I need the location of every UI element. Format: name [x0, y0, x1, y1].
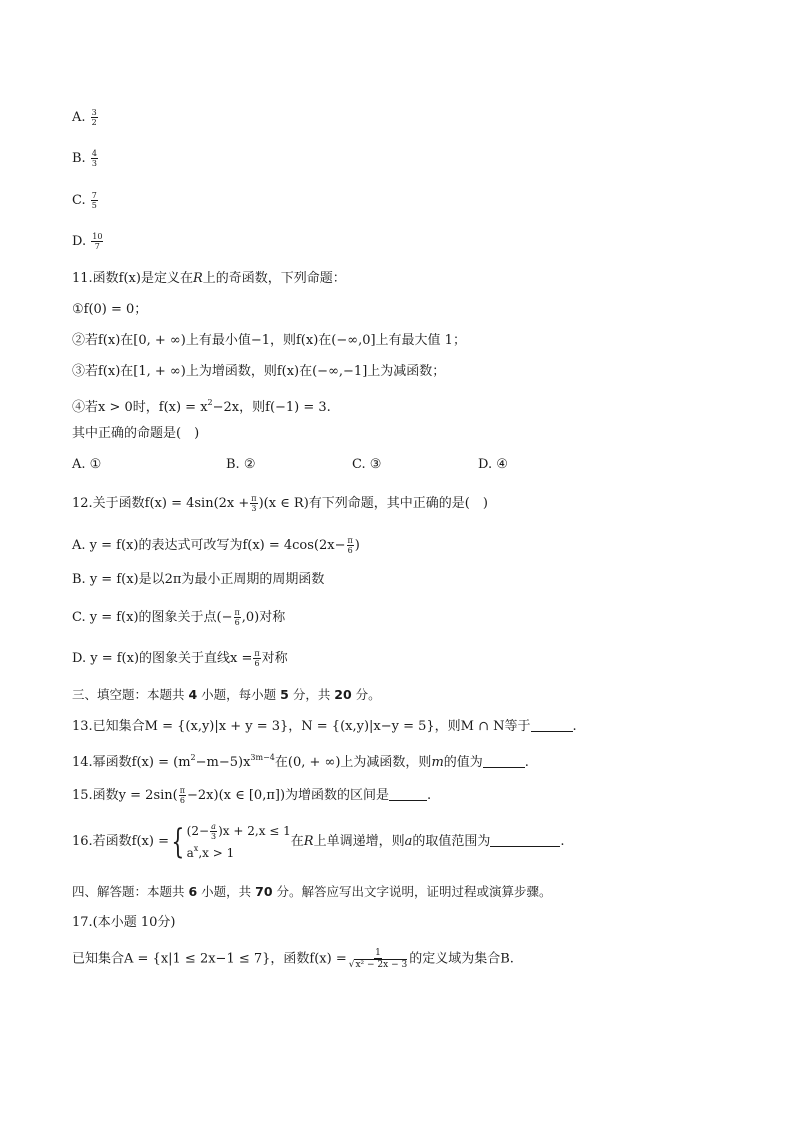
- q17-heading: 17.(本小题 10分): [72, 915, 176, 930]
- section-heading-solutions: 四、解答题：本题共 6 小题，共 70 分。解答应写出文字说明，证明过程或演算步骤。: [72, 884, 552, 899]
- q12-option-d: D. y = f(x)的图象关于直线x = $\frac{\pi}{6}$ 对称: [72, 649, 288, 668]
- fraction: $\frac{4}{3}$: [91, 149, 97, 168]
- fraction: $\frac{1}{\text{√x² − 2x − 3}}$: [348, 948, 408, 970]
- q10-option-d: [72, 232, 104, 251]
- q13: 13.已知集合M = {(x,y)|x + y = 3}，N = {(x,y)|x−y = 5}，则M ∩ N等于 .: [72, 719, 577, 734]
- q15: 15.函数y = 2sin( $\frac{\pi}{6}$ −2x)(x ∈ [0,π])为增函数的区间是 .: [72, 786, 432, 805]
- q14: 14.幂函数$f(x) = (m^2-m-5)x^{3m-4}$在(0, + ∞)上为减函数，则m的值为 .: [72, 753, 529, 770]
- answer-blank: [490, 834, 560, 847]
- option-letter: A.: [72, 110, 86, 125]
- fraction: $\frac{10}{7}$: [92, 232, 103, 251]
- option-letter: C.: [72, 193, 86, 208]
- fraction: $\frac{a}{3}$: [211, 822, 217, 841]
- q11-proposition-4: ④若x > 0时，$f(x) = x^2-2x$，则f(−1) = 3.: [72, 398, 331, 415]
- fraction: $\frac{\pi}{6}$: [347, 536, 353, 555]
- q17-stem: 已知集合A = {x|1 ≤ 2x−1 ≤ 7}，函数f(x) = $\frac{1}{\text{√x² − 2x − 3}}$ 的定义域为集合B.: [72, 948, 514, 970]
- option-letter: B.: [72, 151, 86, 166]
- q11-proposition-3: ③若f(x)在[1, + ∞)上为增函数，则f(x)在(−∞,−1]上为减函数；: [72, 364, 446, 379]
- q11-option-a: A. ①: [72, 457, 102, 472]
- q11-stem: 11.函数f(x)是定义在R上的奇函数，下列命题：: [72, 271, 346, 286]
- fraction: $\frac{\pi}{6}$: [179, 786, 185, 805]
- piecewise-brace: {: [171, 821, 185, 862]
- section-heading-fill-in: 三、填空题：本题共 4 小题，每小题 5 分，共 20 分。: [72, 687, 381, 702]
- fraction: $\frac{3}{2}$: [91, 108, 97, 127]
- case-row-2: $a^x,x > 1$: [186, 844, 235, 860]
- answer-blank: [483, 755, 525, 768]
- q11-option-b: B. ②: [226, 457, 256, 472]
- q11-option-d: D. ④: [478, 457, 508, 472]
- fraction: $\frac{7}{5}$: [91, 191, 97, 210]
- q11-proposition-1: ①f(0) = 0；: [72, 302, 148, 317]
- q10-option-c: [72, 191, 99, 210]
- answer-blank: [531, 719, 573, 732]
- answer-blank: [389, 788, 427, 801]
- q12-option-a: A. y = f(x)的表达式可改写为f(x) = 4cos(2x− $\frac{\pi}{6}$ ): [72, 536, 360, 555]
- q12-option-b: B. y = f(x)是以2π为最小正周期的周期函数: [72, 572, 325, 587]
- q12-option-c: C. y = f(x)的图象关于点(− $\frac{\pi}{6}$ ,0)对称: [72, 608, 286, 627]
- fraction: $\frac{\pi}{6}$: [234, 608, 240, 627]
- q10-option-b: [72, 149, 99, 168]
- q12-stem: 12.关于函数f(x) = 4sin(2x + $\frac{\pi}{3}$ )(x ∈ R)有下列命题，其中正确的是( ): [72, 494, 488, 513]
- q11-option-c: C. ③: [352, 457, 382, 472]
- piecewise-cases: [187, 822, 291, 861]
- fraction: $\frac{\pi}{3}$: [251, 494, 257, 513]
- q16: 16.若函数f(x) ={ (2− $\frac{a}{3}$ )x + 2,x ≤ 1 $a^x,x > 1$ 在R上单调递增，则a的取值范围为 .: [72, 821, 565, 862]
- case-row-1: (2− $\frac{a}{3}$ )x + 2,x ≤ 1: [186, 822, 291, 841]
- fraction: $\frac{\pi}{6}$: [254, 649, 260, 668]
- q10-option-a: [72, 108, 99, 127]
- option-letter: D.: [72, 234, 87, 249]
- q11-question: 其中正确的命题是( ): [72, 426, 200, 441]
- q11-proposition-2: ②若f(x)在[0, + ∞)上有最小值−1，则f(x)在(−∞,0]上有最大值 1；: [72, 333, 466, 348]
